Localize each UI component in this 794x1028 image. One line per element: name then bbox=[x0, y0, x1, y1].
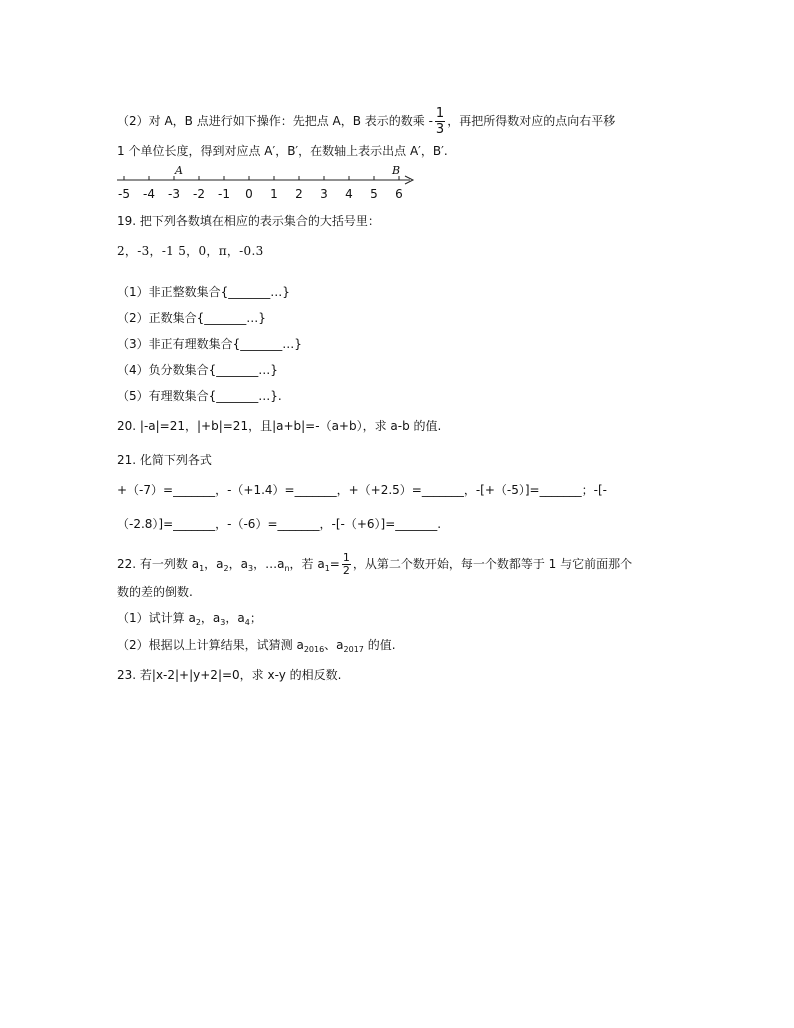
q19-item: （3）非正有理数集合{_______…} bbox=[117, 337, 302, 351]
q22-text: 、a bbox=[324, 638, 344, 652]
number-line-tick-label: 1 bbox=[270, 187, 278, 201]
q22-sub2 bbox=[117, 637, 396, 658]
subscript: 3 bbox=[247, 564, 254, 573]
q22-line1 bbox=[117, 552, 632, 577]
fraction-numerator: 1 bbox=[435, 106, 445, 121]
q18-part2-line1 bbox=[117, 106, 615, 137]
q22-text: ，a bbox=[200, 611, 221, 625]
q22-text: 22. 有一列数 a bbox=[117, 557, 200, 571]
q22-text: （1）试计算 a bbox=[117, 611, 196, 625]
number-line-tick-label: 5 bbox=[370, 187, 378, 201]
number-line-tick-label: 4 bbox=[345, 187, 353, 201]
subscript: 2016 bbox=[303, 645, 325, 654]
subscript: 3 bbox=[220, 618, 226, 627]
q19-item: （2）正数集合{_______…} bbox=[117, 311, 266, 325]
fraction-numerator: 1 bbox=[342, 551, 350, 564]
subscript: 2017 bbox=[343, 645, 364, 654]
q19-title: 19. 把下列各数填在相应的表示集合的大括号里： bbox=[117, 214, 380, 228]
number-line-tick-label: 3 bbox=[320, 187, 328, 201]
subscript: 2 bbox=[223, 564, 229, 573]
q19-item: （5）有理数集合{_______…}. bbox=[117, 389, 282, 403]
number-line-tick-label: -2 bbox=[193, 187, 205, 201]
q19-numbers: 2，-3，-1 5，0，π，-0.3 bbox=[117, 244, 264, 258]
q22-text: ，a bbox=[225, 611, 245, 625]
subscript: 4 bbox=[244, 618, 250, 627]
number-line-tick-label: -4 bbox=[143, 187, 155, 201]
number-line-tick-label: 2 bbox=[295, 187, 303, 201]
q19-item: （4）负分数集合{_______…} bbox=[117, 363, 278, 377]
number-line-tick-label: -1 bbox=[218, 187, 230, 201]
q22-line2: 数的差的倒数. bbox=[117, 585, 193, 599]
fraction-denominator: 3 bbox=[435, 122, 445, 137]
q18-part2-text-a: （2）对 A，B 点进行如下操作：先把点 A，B 表示的数乘 - bbox=[117, 114, 433, 128]
fraction-one-half bbox=[342, 552, 351, 577]
q21-line1: +（-7）=_______，-（+1.4）=_______，+（+2.5）=_______，-[+（-5）]=_______；-[- bbox=[117, 483, 607, 497]
point-a-label: A bbox=[175, 164, 183, 177]
number-line-tick-label: -3 bbox=[168, 187, 180, 201]
q22-sub1 bbox=[117, 610, 262, 631]
fraction-denominator: 2 bbox=[342, 564, 350, 577]
q22-text: （2）根据以上计算结果，试猜测 a bbox=[117, 638, 304, 652]
q20-text: 20. |-a|=21，|+b|=21，且|a+b|=-（a+b），求 a-b 的值. bbox=[117, 419, 442, 433]
q22-text: = bbox=[329, 557, 340, 571]
q18-part2-text-b: ，再把所得数对应的点向右平移 bbox=[447, 114, 616, 128]
q22-text: ； bbox=[249, 611, 262, 625]
q21-title: 21. 化简下列各式 bbox=[117, 453, 212, 467]
q19-item: （1）非正整数集合{_______…} bbox=[117, 285, 290, 299]
subscript: n bbox=[284, 564, 290, 573]
fraction-one-third bbox=[435, 106, 445, 137]
number-line-tick-label: 6 bbox=[395, 187, 403, 201]
q22-text: 的值. bbox=[363, 638, 396, 652]
number-line-tick-label: -5 bbox=[118, 187, 130, 201]
q18-part2-line2: 1 个单位长度，得到对应点 A′，B′，在数轴上表示出点 A′，B′. bbox=[117, 144, 448, 158]
q22-text: ，从第二个数开始，每一个数都等于 1 与它前面那个 bbox=[352, 557, 633, 571]
number-line-tick-label: 0 bbox=[245, 187, 253, 201]
number-line bbox=[114, 163, 424, 205]
q22-text: ，…a bbox=[253, 557, 285, 571]
point-b-label: B bbox=[392, 164, 401, 177]
q22-text: ，若 a bbox=[289, 557, 325, 571]
subscript: 1 bbox=[324, 564, 330, 573]
q22-text: ，a bbox=[228, 557, 248, 571]
q23-text: 23. 若|x-2|+|y+2|=0，求 x-y 的相反数. bbox=[117, 668, 342, 682]
q22-text: ，a bbox=[204, 557, 224, 571]
subscript: 2 bbox=[195, 618, 201, 627]
subscript: 1 bbox=[199, 564, 205, 573]
q21-line2: （-2.8）]=_______，-（-6）=_______，-[-（+6）]=_______. bbox=[117, 517, 442, 531]
